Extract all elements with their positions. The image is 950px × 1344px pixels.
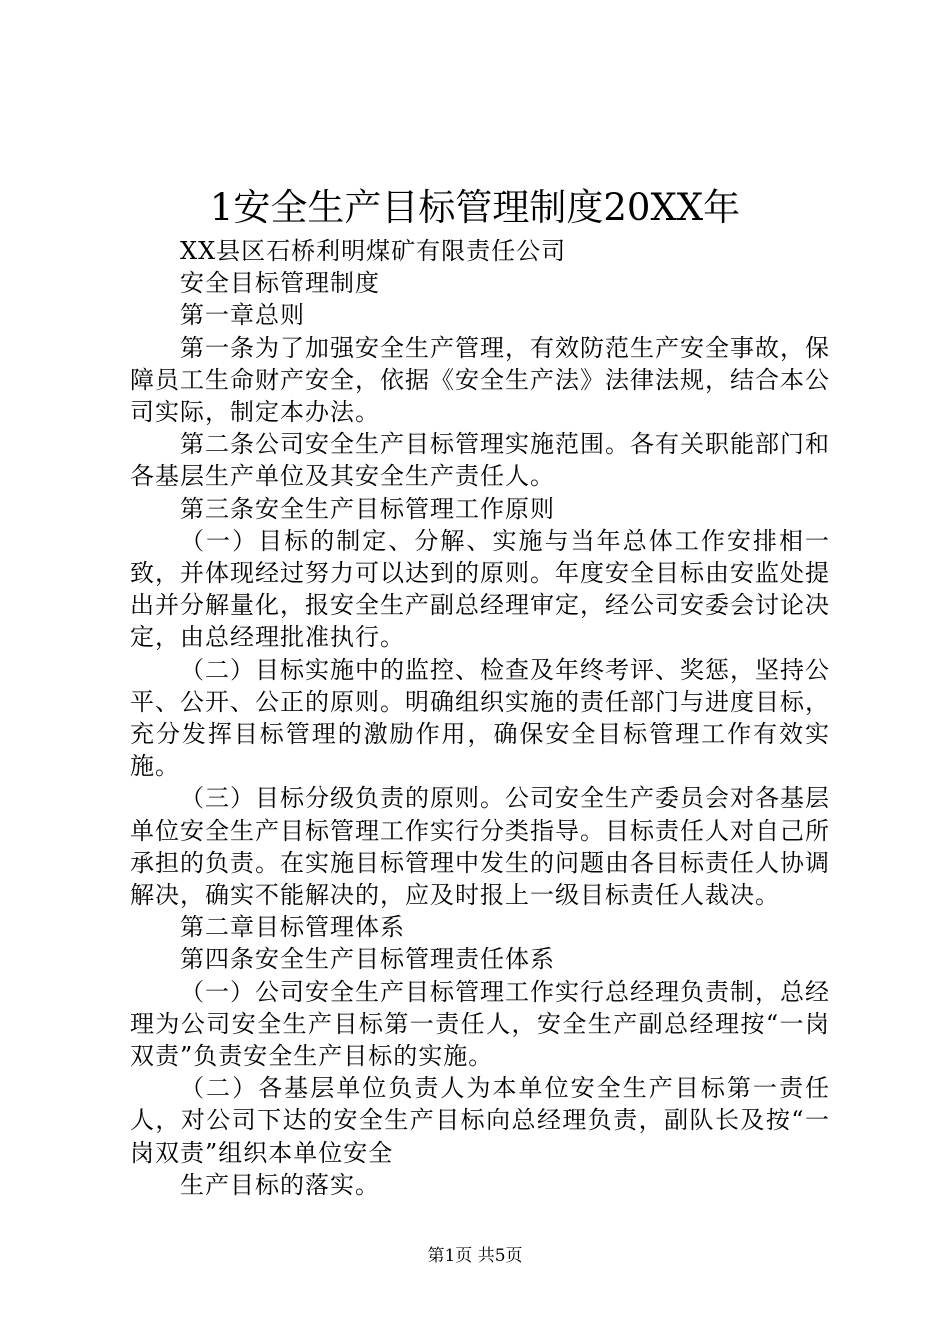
document-body [130, 235, 830, 1201]
article-4-item-1: （一）公司安全生产目标管理工作实行总经理负责制，总经理为公司安全生产目标第一责任人，安全生产副总经理按“一岗双责”负责安全生产目标的实施。 [130, 977, 830, 1071]
chapter-heading-2: 第二章目标管理体系 [180, 913, 405, 942]
paragraph-subtitle: 安全目标管理制度 [180, 269, 380, 298]
paragraph-continuation: 生产目标的落实。 [180, 1170, 380, 1199]
chapter-heading-1: 第一章总则 [180, 301, 305, 330]
article-4-heading: 第四条安全生产目标管理责任体系 [180, 945, 555, 974]
article-4-item-2: （二）各基层单位负责人为本单位安全生产目标第一责任人，对公司下达的安全生产目标向总经理负责，副队长及按“一岗双责”组织本单位安全 [130, 1074, 830, 1167]
article-1: 第一条为了加强安全生产管理，有效防范生产安全事故，保障员工生命财产安全，依据《安全生产法》法律法规，结合本公司实际，制定本办法。 [130, 333, 830, 427]
document-title: 1安全生产目标管理制度20XX年 [209, 186, 741, 229]
article-3-item-3: （三）目标分级负责的原则。公司安全生产委员会对各基层单位安全生产目标管理工作实行分类指导。目标责任人对自己所承担的负责。在实施目标管理中发生的问题由各目标责任人协调解决，确实不能解决的，应及时报上一级目标责任人裁决。 [130, 784, 830, 910]
page-footer: 第1页 共5页 [427, 1246, 523, 1266]
paragraph-company-name: XX县区石桥利明煤矿有限责任公司 [180, 237, 567, 265]
article-3-item-2: （二）目标实施中的监控、检查及年终考评、奖惩，坚持公平、公开、公正的原则。明确组织实施的责任部门与进度目标，充分发挥目标管理的激励作用，确保安全目标管理工作有效实施。 [130, 655, 830, 781]
article-2: 第二条公司安全生产目标管理实施范围。各有关职能部门和各基层生产单位及其安全生产责任人。 [130, 430, 830, 491]
article-3-item-1: （一）目标的制定、分解、实施与当年总体工作安排相一致，并体现经过努力可以达到的原则。年度安全目标由安监处提出并分解量化，报安全生产副总经理审定，经公司安委会讨论决定，由总经理批准执行。 [130, 526, 830, 652]
article-3-heading: 第三条安全生产目标管理工作原则 [180, 494, 555, 523]
